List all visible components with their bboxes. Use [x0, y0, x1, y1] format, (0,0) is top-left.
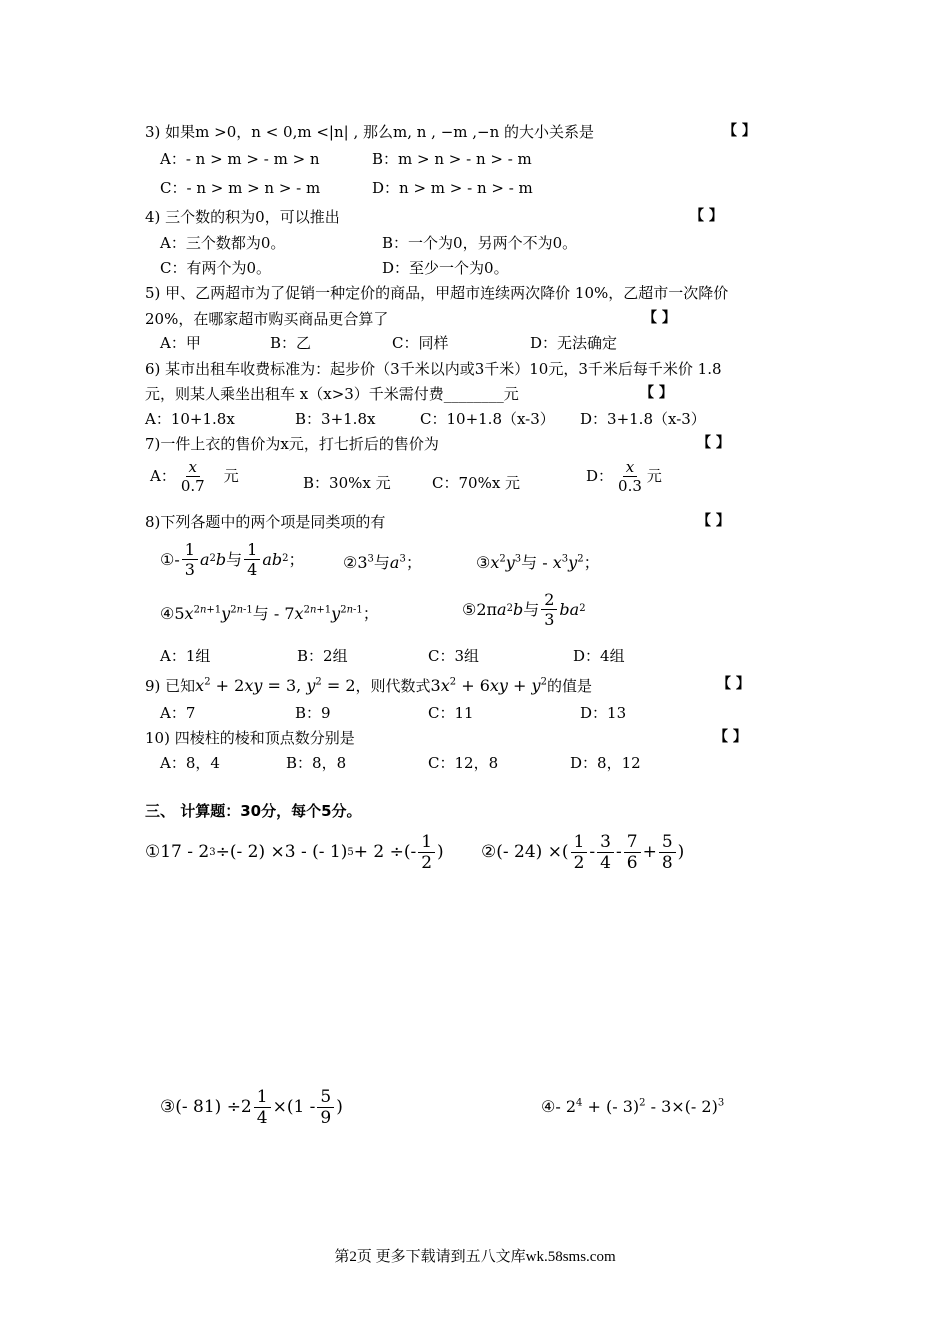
- q7-option-d-label: D：: [586, 467, 614, 486]
- q3-option-a: A：- n > m > - m > n: [160, 150, 320, 168]
- q8-item-2: $②3^3$与$a^3$；: [343, 553, 422, 572]
- q10-stem: 10) 四棱柱的棱和顶点数分别是: [145, 729, 355, 747]
- q6-option-d: D：3+1.8（x-3）: [580, 410, 706, 428]
- q3-bracket: 【 】: [723, 123, 756, 139]
- calc-problem-4: ④- $2^4$ + (- 3)$^2$ - 3×(- 2)$^3$: [541, 1097, 725, 1116]
- q10-option-c: C：12，8: [428, 754, 499, 772]
- q9-option-b: B：9: [295, 704, 331, 722]
- q8-option-c: C：3组: [428, 647, 480, 665]
- q7-stem: 7)一件上衣的售价为x元，打七折后的售价为: [145, 435, 439, 453]
- q7-option-a-denominator: 0.7: [180, 477, 205, 495]
- q7-bracket: 【 】: [697, 435, 730, 451]
- q4-option-d: D：至少一个为0。: [382, 259, 509, 277]
- section-3-title: 三、 计算题：30分，每个5分。: [145, 802, 362, 820]
- q5-option-d: D：无法确定: [530, 334, 618, 352]
- q7-option-b: B：30%x 元: [303, 474, 391, 492]
- q9-stem-prefix: 9) 已知: [145, 677, 196, 695]
- q9-option-d: D：13: [580, 704, 627, 722]
- q6-bracket: 【 】: [640, 385, 673, 401]
- q3-stem: 3) 如果m >0，n < 0,m <|n| , 那么m, n , −m ,−n 的大小关系是: [145, 123, 595, 141]
- q6-option-b: B：3+1.8x: [295, 410, 376, 428]
- q5-bracket: 【 】: [643, 310, 676, 326]
- q6-option-c: C：10+1.8（x-3）: [420, 410, 555, 428]
- q5-stem-line1: 5) 甲、乙两超市为了促销一种定价的商品，甲超市连续两次降价 10%，乙超市一次降价: [145, 284, 729, 302]
- q7-option-d-numerator: x: [625, 458, 635, 476]
- q8-option-b: B：2组: [297, 647, 348, 665]
- q5-option-c: C：同样: [392, 334, 449, 352]
- q3-option-d: D：n > m > - n > - m: [372, 179, 533, 197]
- q9-stem-end: 的值是: [546, 677, 592, 695]
- q8-item-3: $③x^2y^3$与 - $x^3y^2$；: [476, 553, 600, 572]
- q10-bracket: 【 】: [714, 729, 747, 745]
- q5-option-a: A：甲: [160, 334, 201, 352]
- q7-option-c: C：70%x 元: [432, 474, 521, 492]
- q4-option-a: A：三个数都为0。: [160, 234, 286, 252]
- q8-item-4: $④5x^{2n+1}y^{2n-1}$与 - $7x^{2n+1}y^{2n-1}$；: [160, 604, 379, 623]
- q3-option-c: C：- n > m > n > - m: [160, 179, 321, 197]
- q9-bracket: 【 】: [717, 676, 750, 692]
- q4-stem: 4) 三个数的积为0，可以推出: [145, 208, 340, 226]
- q5-option-b: B：乙: [270, 334, 312, 352]
- q7-option-a-numerator: x: [188, 458, 197, 476]
- calc-problem-3: ③(- 81) ÷2 $\frac{1}{4}$ ×(1 - $\frac{5}{9}$ ): [160, 1087, 343, 1129]
- q6-stem-line1: 6) 某市出租车收费标准为：起步价（3千米以内或3千米）10元，3千米后每千米价 1.8: [145, 360, 722, 378]
- q9-expression: $3x^2 + 6xy + y^2$: [430, 676, 547, 695]
- q9-option-a: A：7: [160, 704, 196, 722]
- q7-option-d: [586, 458, 662, 495]
- q6-option-a: A：10+1.8x: [145, 410, 235, 428]
- q7-option-a: [150, 458, 239, 495]
- q7-option-d-denominator: 0.3: [618, 477, 642, 495]
- q7-option-a-unit: 元: [223, 467, 239, 486]
- q10-option-a: A：8，4: [160, 754, 220, 772]
- calc-problem-2: ②(- 24) ×( $\frac{1}{2}$ - $\frac{3}{4}$ - $\frac{7}{6}$ + $\frac{5}{8}$ ): [481, 832, 685, 874]
- page-footer: 第2页 更多下载请到五八文库wk.58sms.com: [334, 1249, 616, 1265]
- q8-option-a: A：1组: [160, 647, 211, 665]
- q4-bracket: 【 】: [690, 208, 723, 224]
- q5-stem-line2: 20%，在哪家超市购买商品更合算了: [145, 310, 389, 328]
- q9-stem: [145, 676, 592, 696]
- q8-item-5: ⑤2π a 2 b 与 $\frac{2}{3}$ ba 2: [462, 590, 586, 630]
- q9-given-equation: $x^2 + 2xy = 3$, $y^2 = 2$: [195, 676, 356, 695]
- q10-option-d: D：8，12: [570, 754, 641, 772]
- q8-stem: 8)下列各题中的两个项是同类项的有: [145, 513, 386, 531]
- q10-option-b: B：8，8: [286, 754, 347, 772]
- calc-problem-1: ①17 - 2 3 ÷(- 2) ×3 - (- 1) 5 + 2 ÷(- $\frac{1}{2}$ ): [145, 832, 444, 874]
- q7-option-a-fraction: [178, 458, 208, 495]
- q4-option-b: B：一个为0，另两个不为0。: [382, 234, 578, 252]
- q6-stem-line2: 元，则某人乘坐出租车 x（x>3）千米需付费________元: [145, 385, 519, 403]
- q7-option-d-unit: 元: [646, 467, 662, 486]
- q9-option-c: C：11: [428, 704, 474, 722]
- q7-option-d-fraction: [615, 458, 645, 495]
- q8-item-1: ①- $\frac{1}{3}$ a 2 b 与 $\frac{1}{4}$ ab 2 ；: [160, 540, 305, 580]
- q7-option-a-label: A：: [150, 467, 176, 486]
- q9-stem-middle: ，则代数式: [355, 677, 431, 695]
- q8-bracket: 【 】: [697, 513, 730, 529]
- q4-option-c: C：有两个为0。: [160, 259, 272, 277]
- q8-option-d: D：4组: [573, 647, 625, 665]
- q3-option-b: B：m > n > - n > - m: [372, 150, 532, 168]
